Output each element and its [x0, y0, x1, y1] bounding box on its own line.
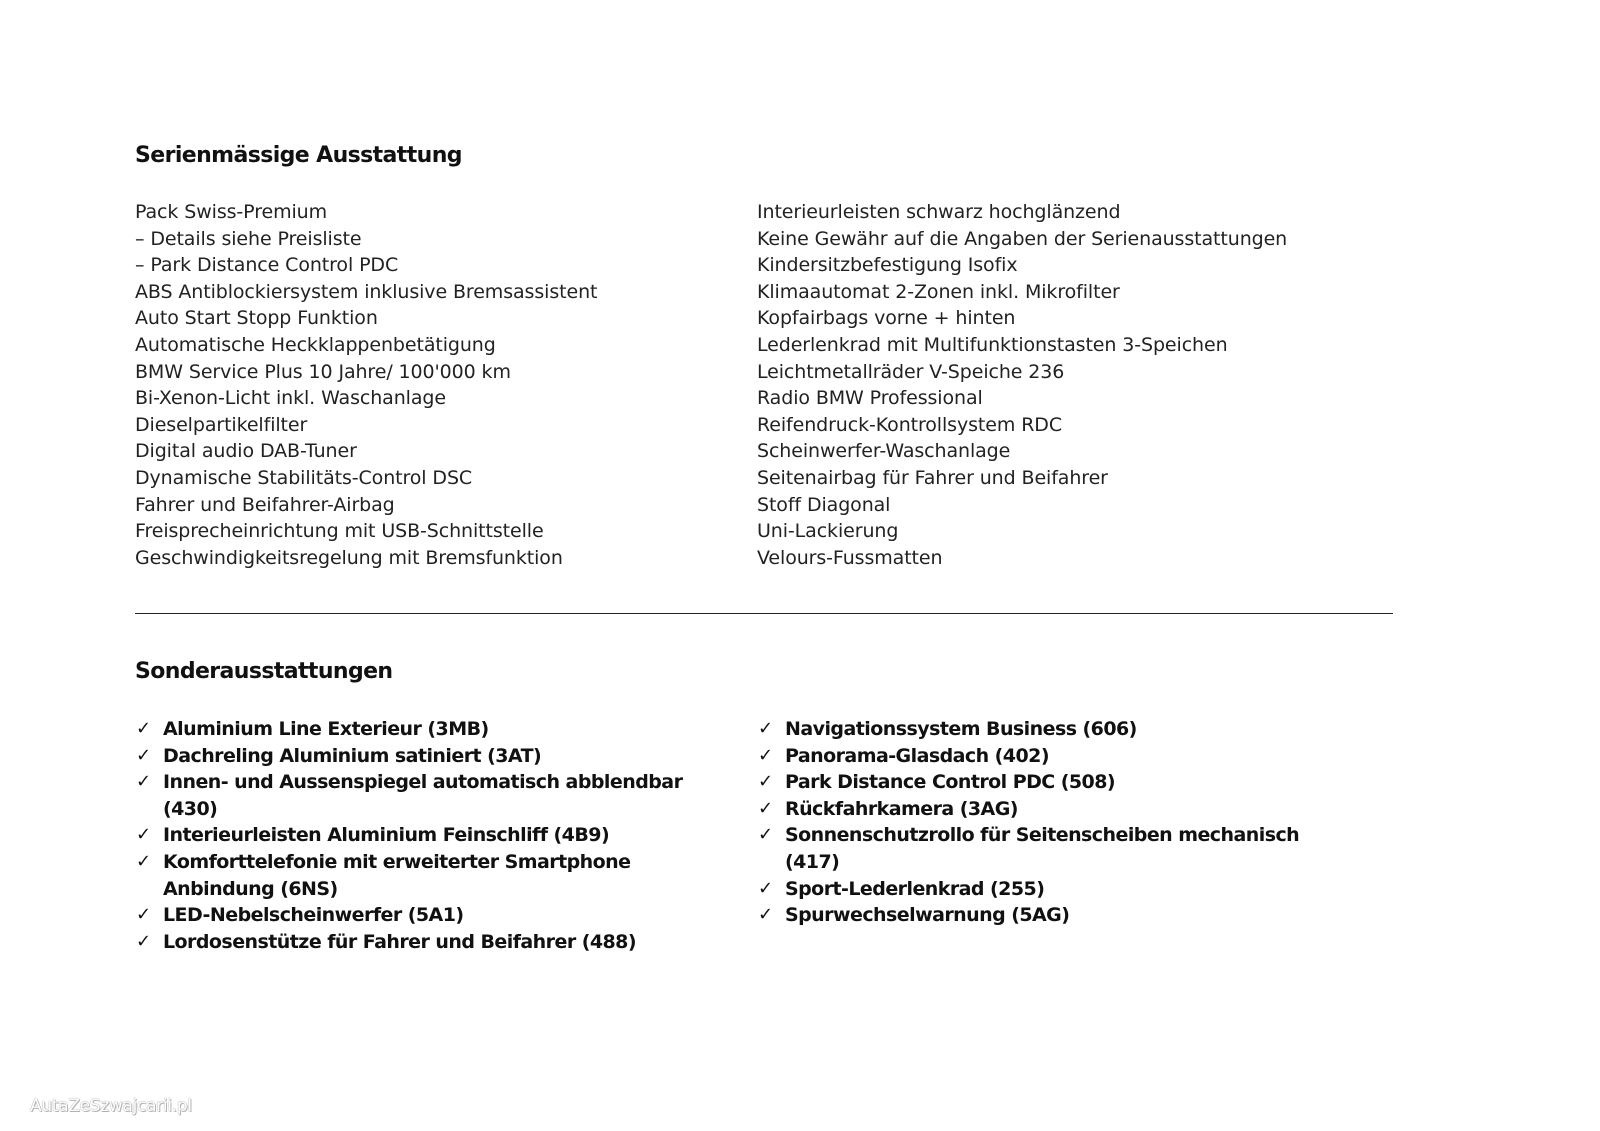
standard-equipment-list-left — [135, 199, 735, 571]
optional-item-label: LED-Nebelscheinwerfer (5A1) — [163, 904, 464, 927]
optional-item — [135, 902, 725, 929]
optional-item-label: Panorama-Glasdach (402) — [785, 744, 1049, 767]
check-icon: ✓ — [758, 744, 773, 766]
check-icon: ✓ — [758, 718, 773, 739]
optional-item-label: Komforttelefonie mit erweiterter Smartphone Anbindung (6NS) — [163, 850, 631, 900]
optional-item — [135, 743, 725, 770]
standard-item: Keine Gewähr auf die Angaben der Serienausstattungen — [757, 227, 1288, 250]
check-icon: ✓ — [136, 824, 151, 846]
standard-item: Bi-Xenon-Licht inkl. Waschanlage — [135, 387, 446, 410]
optional-item-label: Innen- und Aussenspiegel automatisch abblendbar (430) — [163, 771, 683, 820]
standard-item: Automatische Heckklappenbetätigung — [135, 333, 496, 356]
optional-item-label: Sonnenschutzrollo für Seitenscheiben mechanisch (417) — [785, 824, 1300, 873]
optional-item — [757, 769, 1347, 796]
standard-item: Dynamische Stabilitäts-Control DSC — [135, 466, 473, 489]
standard-equipment-list-right — [757, 199, 1457, 571]
section-divider — [135, 613, 1393, 614]
standard-item: Kopfairbags vorne + hinten — [757, 307, 1016, 330]
standard-item: ABS Antiblockiersystem inklusive Bremsassistent — [135, 280, 598, 303]
watermark: AutaZeSzwajcarii.pl — [30, 1096, 192, 1116]
standard-item: Pack Swiss-Premium — [135, 201, 328, 223]
optional-item-label: Interieurleisten Aluminium Feinschliff (4B9) — [163, 824, 610, 847]
optional-item — [757, 876, 1347, 903]
check-icon: ✓ — [758, 904, 773, 926]
optional-equipment-heading: Sonderausstattungen — [135, 659, 393, 684]
optional-item-label: Sport-Lederlenkrad (255) — [785, 877, 1045, 900]
standard-item: Reifendruck-Kontrollsystem RDC — [757, 413, 1062, 436]
standard-item: Freisprecheinrichtung mit USB-Schnittstelle — [135, 520, 544, 543]
optional-equipment-list-right — [757, 716, 1347, 929]
optional-item — [135, 929, 725, 956]
standard-item: Lederlenkrad mit Multifunktionstasten 3-Speichen — [757, 333, 1228, 356]
standard-item: – Park Distance Control PDC — [135, 254, 399, 277]
optional-item-label: Lordosenstütze für Fahrer und Beifahrer (488) — [163, 930, 636, 953]
standard-item: Velours-Fussmatten — [757, 546, 943, 569]
check-icon: ✓ — [758, 797, 773, 819]
check-icon: ✓ — [136, 850, 151, 872]
optional-item-label: Park Distance Control PDC (508) — [785, 771, 1116, 794]
standard-item: Interieurleisten schwarz hochglänzend — [757, 201, 1121, 223]
optional-item-label: Spurwechselwarnung (5AG) — [785, 904, 1070, 927]
optional-item-label: Aluminium Line Exterieur (3MB) — [163, 718, 489, 740]
optional-item-label: Rückfahrkamera (3AG) — [785, 797, 1018, 820]
standard-equipment-heading: Serienmässige Ausstattung — [135, 143, 462, 168]
optional-equipment-list-left — [135, 716, 725, 955]
standard-item: Uni-Lackierung — [757, 520, 899, 543]
standard-item: Auto Start Stopp Funktion — [135, 307, 378, 330]
standard-item: Fahrer und Beifahrer-Airbag — [135, 493, 395, 516]
check-icon: ✓ — [758, 877, 773, 899]
standard-item: Scheinwerfer-Waschanlage — [757, 440, 1011, 463]
check-icon: ✓ — [136, 744, 151, 766]
optional-item — [135, 716, 725, 743]
optional-item — [757, 796, 1347, 823]
check-icon: ✓ — [758, 771, 773, 793]
standard-item: Dieselpartikelfilter — [135, 413, 308, 436]
optional-item — [135, 769, 725, 822]
optional-item-label: Navigationssystem Business (606) — [785, 718, 1137, 740]
standard-item: Radio BMW Professional — [757, 387, 983, 410]
check-icon: ✓ — [136, 718, 151, 739]
optional-item — [135, 822, 725, 849]
optional-item — [757, 743, 1347, 770]
check-icon: ✓ — [136, 771, 151, 793]
standard-item: Geschwindigkeitsregelung mit Bremsfunktion — [135, 546, 563, 569]
standard-item: Seitenairbag für Fahrer und Beifahrer — [757, 466, 1108, 489]
optional-item-label: Dachreling Aluminium satiniert (3AT) — [163, 744, 542, 767]
standard-item: Leichtmetallräder V-Speiche 236 — [757, 360, 1065, 383]
optional-item — [135, 849, 725, 902]
optional-item — [757, 716, 1347, 743]
standard-item: Klimaautomat 2-Zonen inkl. Mikrofilter — [757, 280, 1120, 303]
standard-item: BMW Service Plus 10 Jahre/ 100'000 km — [135, 360, 511, 383]
standard-item: Kindersitzbefestigung Isofix — [757, 254, 1018, 277]
standard-item: – Details siehe Preisliste — [135, 227, 362, 250]
standard-item: Digital audio DAB-Tuner — [135, 440, 357, 463]
optional-item — [757, 902, 1347, 929]
optional-item — [757, 822, 1347, 875]
standard-item: Stoff Diagonal — [757, 493, 891, 516]
check-icon: ✓ — [758, 824, 773, 846]
check-icon: ✓ — [136, 904, 151, 926]
check-icon: ✓ — [136, 930, 151, 952]
